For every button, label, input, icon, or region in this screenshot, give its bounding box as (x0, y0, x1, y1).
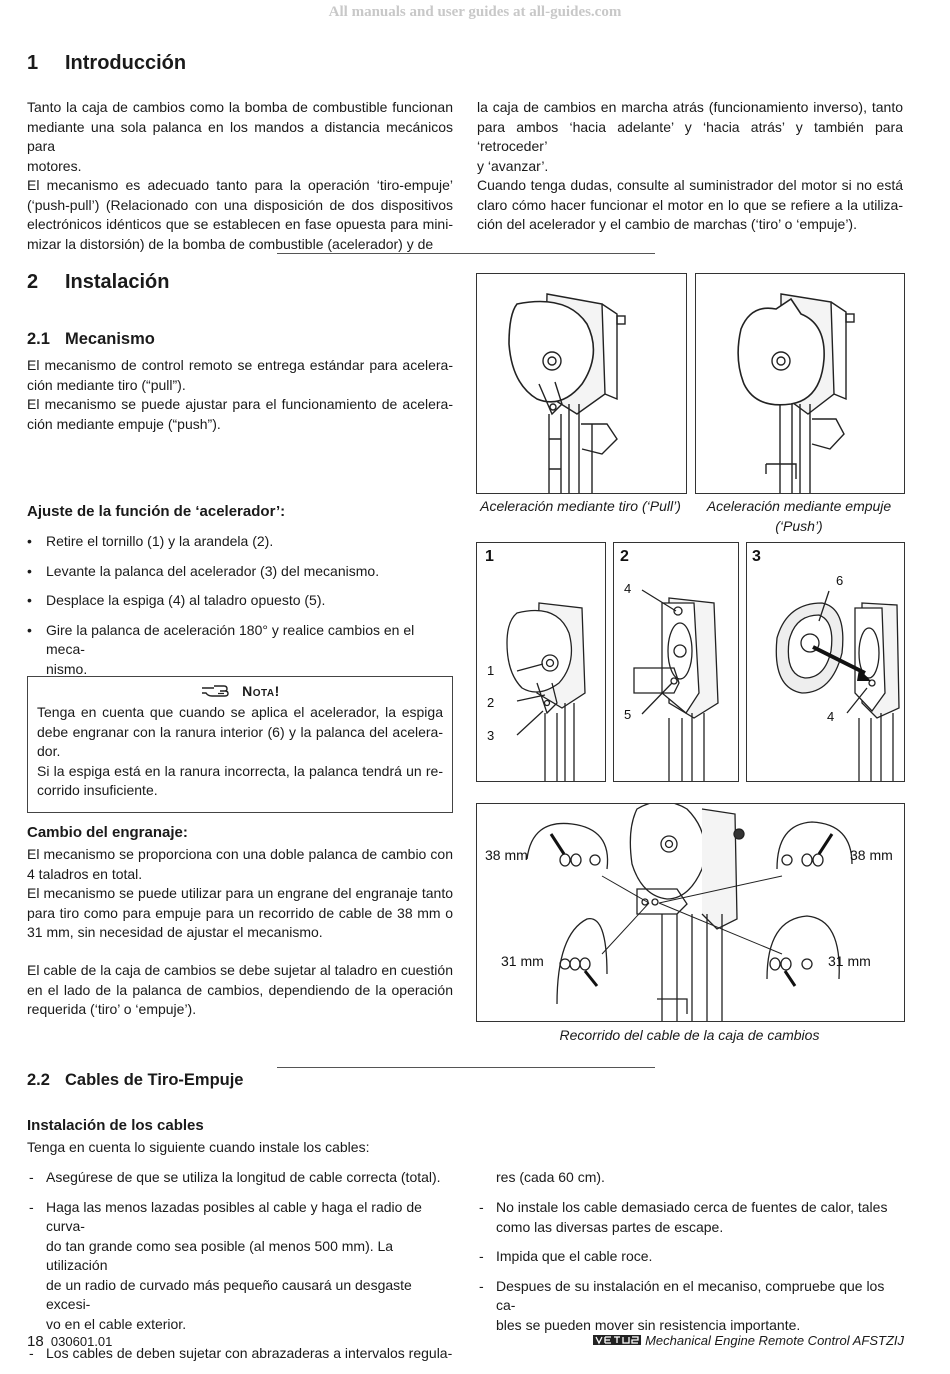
page-number: 18 (27, 1333, 44, 1350)
list-item: - Despues de su instalación en el mecaniso, compruebe que los ca- bles se pueden mover sin resistencia importante. (477, 1277, 903, 1336)
step-number: 3 (752, 548, 761, 565)
vetus-logo (593, 1334, 641, 1346)
figure-cable-travel (476, 803, 905, 1022)
text-line: para ambos ‘hacia adelante’ y ‘hacia atrás’ y también para ‘retroceder’ (477, 118, 903, 154)
text-line: El cable de la caja de cambios se debe sujetar al taladro en cuestión (27, 962, 453, 978)
doc-title: Mechanical Engine Remote Control AFSTZIJ (645, 1333, 904, 1348)
section-number: 1 (27, 52, 39, 74)
step-number: 2 (620, 548, 629, 565)
text-line: requerida (‘tiro’ o ‘empuje’). (27, 1001, 197, 1017)
caption-cable-travel: Recorrido del cable de la caja de cambios (559, 1027, 820, 1043)
text-line: Cuando tenga dudas, consulte al suministrador del motor si no está (477, 177, 903, 193)
bullet-item: • Levante la palanca del acelerador (3) del mecanismo. (27, 562, 453, 582)
figure-step-2 (613, 542, 739, 782)
gear-text (27, 845, 453, 943)
watermark: All manuals and user guides at all-guides.com (328, 4, 622, 20)
gear-heading: Cambio del engranaje: (27, 824, 188, 841)
text-line: 4 taladros en total. (27, 865, 143, 882)
pull-mechanism-drawing (477, 274, 686, 493)
step-number: 1 (485, 548, 494, 565)
text-line: El mecanismo se puede utilizar para un engrane del engranaje tanto (27, 885, 453, 901)
text-line: la caja de cambios en marcha atrás (funcionamiento inverso), tanto (477, 99, 903, 115)
intro-col-right (477, 98, 903, 235)
footer-left (27, 1333, 112, 1350)
caption-pull: Aceleración mediante tiro (‘Pull’) (480, 498, 681, 514)
label-38mm-right: 38 mm (850, 847, 893, 863)
list-item: - Haga las menos lazadas posibles al cable y haga el radio de curva- do tan grande como sea posible (al menos 500 mm). La utilización de un radio de curvado más pequeño causará un desgaste excesi- vo en el cable exterior. (27, 1198, 453, 1335)
divider (277, 253, 655, 254)
text-line: ción mediante tiro (“pull”). (27, 376, 186, 393)
section-title: Introducción (65, 52, 187, 74)
figure-step-3 (746, 542, 905, 782)
label-31mm-left: 31 mm (501, 953, 544, 969)
list-item: - No instale los cable demasiado cerca de fuentes de calor, tales como las diversas partes de escape. (477, 1198, 903, 1237)
callout-5: 5 (624, 707, 632, 722)
list-item: - Impida que el cable roce. (477, 1247, 903, 1267)
text-line: (‘push-pull’) (Relacionado con una disposición de dos dispositivos (27, 196, 453, 213)
text-line: Tanto la caja de cambios como la bomba de combustible funcionan (27, 99, 453, 115)
list-item: - Asegúrese de que se utiliza la longitud de cable correcta (total). (27, 1168, 453, 1188)
intro-col-left (27, 98, 453, 254)
figure-push (695, 273, 905, 494)
divider (277, 1067, 655, 1068)
pointing-hand-icon (200, 683, 234, 699)
text-line: Tenga en cuenta que cuando se aplica el acelerador, la espiga (37, 704, 443, 720)
list-item: - Los cables de deben sujetar con abrazaderas a intervalos regula- (27, 1344, 453, 1364)
section-number: 2 (27, 271, 39, 293)
mechanism-text (27, 356, 453, 434)
text-line: y ‘avanzar’. (477, 157, 549, 174)
text-line: Si la espiga está en la ranura incorrecta, la palanca tendrá un re- (37, 762, 443, 779)
text-line: El mecanismo se puede ajustar para el funcionamiento de acelera- (27, 396, 453, 412)
text-line: ción del acelerador y el cambio de marchas (‘tiro’ o ‘empuje’). (477, 216, 857, 232)
figure-step-1 (476, 542, 606, 782)
text-line: en el lado de la palanca de cambios, dependiendo de la operación (27, 981, 453, 998)
figure-pull (476, 273, 687, 494)
callout-4: 4 (624, 581, 632, 596)
doc-code: 030601.01 (50, 1334, 113, 1349)
cable-install-intro: Tenga en cuenta lo siguiente cuando instale los cables: (27, 1139, 370, 1155)
bullet-item: • Retire el tornillo (1) y la arandela (2). (27, 532, 453, 552)
footer-right (593, 1333, 904, 1348)
subsection-title: Cables de Tiro-Empuje (65, 1071, 244, 1089)
note-box (27, 676, 453, 813)
subsection-2-2-heading (27, 1071, 244, 1090)
cable-travel-drawing (477, 804, 904, 1021)
note-title (37, 683, 443, 699)
callout-1: 1 (487, 663, 495, 678)
text-line: claro cómo hacer funcionar el motor en lo que se refiere a la utiliza- (477, 196, 903, 213)
text-line: debe engranar con la ranura interior (6) y la palanca del acelera- (37, 723, 443, 740)
text-line: mediante una sola palanca en los mandos a distancia mecánicos para (27, 118, 453, 154)
subsection-title: Mecanismo (65, 330, 155, 348)
note-title-text: Nota! (242, 683, 280, 699)
callout-2: 2 (487, 695, 495, 710)
text-line: motores. (27, 157, 82, 174)
bullet-item: • Desplace la espiga (4) al taladro opuesto (5). (27, 591, 453, 611)
bullet-item: • Gire la palanca de aceleración 180° y realice cambios en el meca- nismo. (27, 621, 453, 680)
callout-6: 6 (836, 573, 844, 588)
label-38mm-left: 38 mm (485, 847, 528, 863)
text-line: mizar la distorsión) de la bomba de combustible (acelerador) y de (27, 235, 434, 252)
step-2-drawing (614, 543, 738, 781)
note-text (37, 703, 443, 801)
section-1-heading (27, 52, 186, 75)
subsection-number: 2.1 (27, 330, 50, 348)
section-title: Instalación (65, 271, 170, 293)
text-line: dor. (37, 743, 61, 759)
text-line: ción mediante empuje (“push”). (27, 415, 221, 432)
subsection-2-1-heading (27, 330, 155, 349)
text-line: corrido insuficiente. (37, 782, 158, 798)
list-continuation: res (cada 60 cm). (496, 1169, 605, 1185)
text-line: 31 mm, sin necesidad de ajustar el mecanismo. (27, 924, 323, 940)
callout-4: 4 (827, 709, 835, 724)
text-line: El mecanismo es adecuado tanto para la operación ‘tiro-empuje’ (27, 177, 453, 193)
cable-install-heading: Instalación de los cables (27, 1117, 204, 1134)
gear-text-2 (27, 961, 453, 1020)
text-line: El mecanismo se proporciona con una doble palanca de cambio con (27, 846, 453, 862)
throttle-heading: Ajuste de la función de ‘acelerador’: (27, 503, 286, 520)
push-mechanism-drawing (696, 274, 904, 493)
text-line: para tiro como para empuje para un recorrido de cable de 38 mm o (27, 904, 453, 921)
text-line: El mecanismo de control remoto se entrega estándar para acelera- (27, 357, 453, 373)
cable-install-list-right (477, 1198, 903, 1345)
step-3-drawing (747, 543, 904, 781)
label-31mm-right: 31 mm (828, 953, 871, 969)
step-1-drawing (477, 543, 605, 781)
text-line: electrónicos idénticos que se establecen en fase opuesta para mini- (27, 216, 453, 232)
caption-push: Aceleración mediante empuje (‘Push’) (706, 498, 892, 534)
throttle-steps (27, 532, 453, 689)
section-2-heading (27, 271, 169, 294)
callout-3: 3 (487, 728, 495, 743)
subsection-number: 2.2 (27, 1071, 50, 1089)
